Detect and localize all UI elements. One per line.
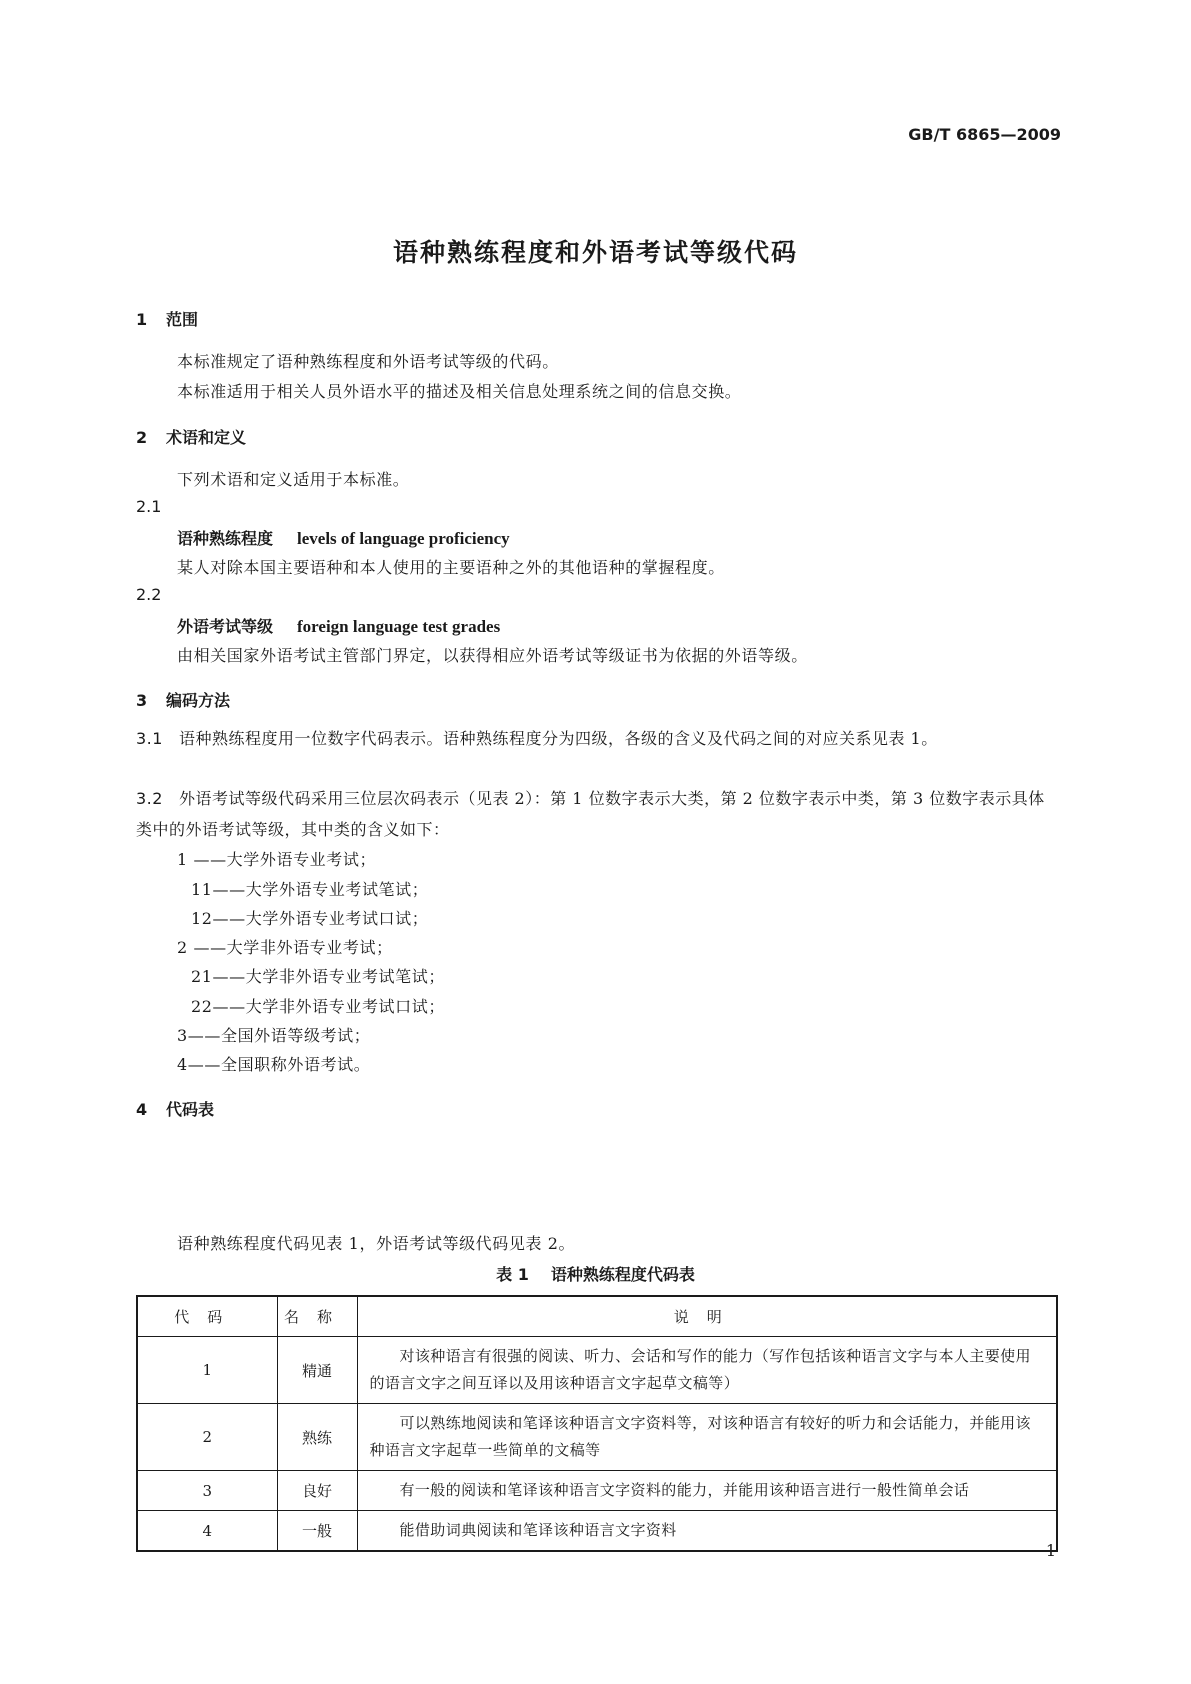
- column-header: 代码: [137, 1296, 277, 1337]
- name-cell: 一般: [277, 1511, 357, 1552]
- column-header: 说明: [357, 1296, 1057, 1337]
- term-chinese: 外语考试等级: [177, 617, 274, 636]
- table-row: [137, 1404, 1057, 1471]
- description-cell: 能借助词典阅读和笔译该种语言文字资料: [357, 1511, 1057, 1552]
- clause-3-1: [136, 723, 1056, 754]
- section-number: 1: [136, 310, 148, 329]
- clause-text: 外语考试等级代码采用三位层次码表示（见表 2）：第 1 位数字表示大类，第 2 位数字表示中类，第 3 位数字表示具体类中的外语考试等级，其中类的含义如下：: [136, 789, 1045, 839]
- table-caption: [0, 1262, 1191, 1285]
- section-number: 4: [136, 1100, 148, 1119]
- section-1-heading: [136, 307, 198, 330]
- name-cell: 良好: [277, 1471, 357, 1511]
- table-number: 表 1: [496, 1265, 529, 1284]
- code-cell: 1: [137, 1337, 277, 1404]
- term-english: levels of language proficiency: [297, 529, 510, 548]
- document-title: 语种熟练程度和外语考试等级代码: [392, 238, 798, 267]
- section-number: 2: [136, 428, 148, 447]
- category-item: 21——大学非外语专业考试笔试；: [191, 967, 445, 986]
- code-cell: 4: [137, 1511, 277, 1552]
- term-chinese: 语种熟练程度: [177, 529, 274, 548]
- section-title: 代码表: [166, 1100, 215, 1119]
- section-4-heading: [136, 1097, 214, 1120]
- category-item: 1 ——大学外语专业考试；: [177, 850, 377, 869]
- table-title: 语种熟练程度代码表: [550, 1265, 695, 1284]
- category-item: 2 ——大学非外语专业考试；: [177, 938, 393, 957]
- term-number: 2.2: [136, 585, 162, 604]
- table-row: [137, 1511, 1057, 1552]
- section-title: 范围: [166, 310, 199, 329]
- description-cell: 有一般的阅读和笔译该种语言文字资料的能力，并能用该种语言进行一般性简单会话: [357, 1471, 1057, 1511]
- category-item: 4——全国职称外语考试。: [177, 1055, 371, 1074]
- code-cell: 2: [137, 1404, 277, 1471]
- term-entry: [177, 614, 500, 637]
- paragraph: 本标准适用于相关人员外语水平的描述及相关信息处理系统之间的信息交换。: [177, 382, 742, 401]
- term-english: foreign language test grades: [297, 617, 501, 636]
- term-number: 2.1: [136, 497, 162, 516]
- description-cell: 对该种语言有很强的阅读、听力、会话和写作的能力（写作包括该种语言文字与本人主要使用的语言文字之间互译以及用该种语言文字起草文稿等）: [357, 1337, 1057, 1404]
- clause-number: 3.2: [136, 789, 163, 808]
- code-cell: 3: [137, 1471, 277, 1511]
- description-cell: 可以熟练地阅读和笔译该种语言文字资料等，对该种语言有较好的听力和会话能力，并能用该种语言文字起草一些简单的文稿等: [357, 1404, 1057, 1471]
- category-item: 3——全国外语等级考试；: [177, 1026, 371, 1045]
- section-title: 术语和定义: [166, 428, 247, 447]
- name-cell: 熟练: [277, 1404, 357, 1471]
- paragraph: 下列术语和定义适用于本标准。: [177, 470, 410, 489]
- table-row: [137, 1337, 1057, 1404]
- section-title: 编码方法: [166, 691, 231, 710]
- column-header: 名称: [277, 1296, 357, 1337]
- clause-3-2: [136, 783, 1056, 845]
- page-number: 1: [1045, 1541, 1056, 1560]
- section-3-heading: [136, 688, 230, 711]
- proficiency-code-table: [136, 1295, 1058, 1552]
- category-item: 22——大学非外语专业考试口试；: [191, 997, 445, 1016]
- term-entry: [177, 526, 510, 549]
- table-row: [137, 1471, 1057, 1511]
- paragraph: 语种熟练程度代码见表 1，外语考试等级代码见表 2。: [177, 1234, 576, 1253]
- table-header-row: [137, 1296, 1057, 1337]
- clause-text: 语种熟练程度用一位数字代码表示。语种熟练程度分为四级，各级的含义及代码之间的对应关系见表 1。: [178, 729, 938, 748]
- section-2-heading: [136, 425, 246, 448]
- category-item: 12——大学外语专业考试口试；: [191, 909, 429, 928]
- standard-number: GB/T 6865—2009: [908, 125, 1061, 144]
- name-cell: 精通: [277, 1337, 357, 1404]
- paragraph: 本标准规定了语种熟练程度和外语考试等级的代码。: [177, 352, 559, 371]
- section-number: 3: [136, 691, 148, 710]
- term-definition: 某人对除本国主要语种和本人使用的主要语种之外的其他语种的掌握程度。: [177, 558, 725, 577]
- term-definition: 由相关国家外语考试主管部门界定，以获得相应外语考试等级证书为依据的外语等级。: [177, 646, 808, 665]
- category-item: 11——大学外语专业考试笔试；: [191, 880, 429, 899]
- clause-number: 3.1: [136, 729, 163, 748]
